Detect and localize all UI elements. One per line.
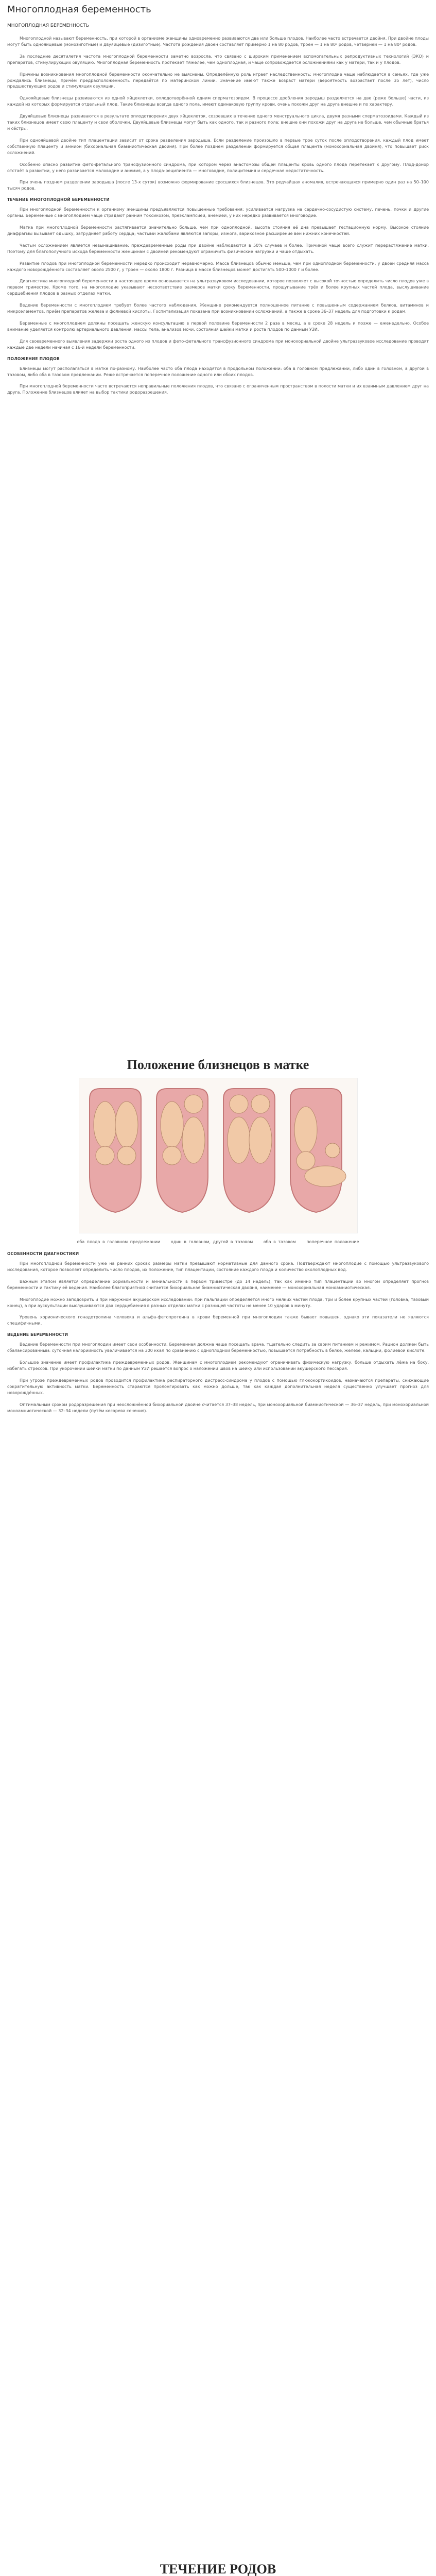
figure-block	[7, 1051, 429, 1419]
births-title: ТЕЧЕНИЕ РОДОВ	[160, 2562, 276, 2576]
page-title: Многоплодная беременность	[7, 4, 151, 15]
paragraph: Для своевременного выявления задержки роста одного из плодов и фето-фетального трансфузионного синдрома при монохориальной двойне ультразвуковое исследование проводят каждые две недели начиная с 16-й недели беременности.	[7, 338, 429, 350]
paragraph: Частым осложнением является невынашивание: преждевременные роды при двойне наблюдаются в 50% случаев и более. Причиной чаще всего служит перерастяжение матки. Поэтому для благополучного исхода беременности женщинам с двойней рекомендуют ограничить физические нагрузки и чаще отдыхать.	[7, 243, 429, 254]
section-1	[7, 36, 429, 192]
caption-label-2: один в головном, другой в тазовом	[170, 1240, 253, 1244]
paragraph: Многоплодной называют беременность, при которой в организме женщины одновременно развиваются два или больше плодов. Наиболее часто встречается двойня. При двойне плоды могут быть однояйцевые (монозиготные) и двуяйцевые (дизиготные). Частота рождения двоен составляет примерно 1 на 80 родов, троен — 1 на 80² родов, четверней — 1 на 80³ родов.	[7, 36, 429, 47]
section-3	[7, 357, 429, 396]
paragraph: Большое значение имеет профилактика преждевременных родов. Женщинам с многоплодием рекомендуют ограничивать физическую нагрузку, больше отдыхать лёжа на боку, избегать стрессов. При укорочении шейки матки по данным УЗИ решается вопрос о наложении швов на шейку или использовании акушерского пессария.	[7, 1360, 429, 1371]
paragraph: Причины возникновения многоплодной беременности окончательно не выяснены. Определённую роль играет наследственность: многоплодие чаще наблюдается в семьях, где уже рождались близнецы, причём предрасположенность передаётся по материнской линии. Значение имеют также возраст матери (вероятность возрастает после 35 лет), число предшествующих родов и стимуляция овуляции.	[7, 72, 429, 89]
paragraph: Ведение беременности при многоплодии имеет свои особенности. Беременная должна чаще посещать врача, тщательно следить за своим питанием и режимом. Рацион должен быть сбалансированным: суточная калорийность увеличивается на 300 ккал по сравнению с одноплодной беременностью, повышается потребность в белке, железе, кальции, фолиевой кислоте.	[7, 1342, 429, 1353]
caption-label-3: оба в тазовом	[263, 1240, 296, 1244]
section-5	[7, 1332, 429, 1414]
paragraph: Уровень хорионического гонадотропина человека и альфа-фетопротеина в крови беременной при многоплодии также бывает повышен, однако эти показатели не являются специфичными.	[7, 1315, 429, 1326]
paragraph: Оптимальным сроком родоразрешения при неосложнённой бихориальной двойне считается 37–38 недель, при монохориальной биамниотической — 36–37 недель, при монохориальной моноамниотической — 32–34 недели (путём кесарева сечения).	[7, 1402, 429, 1413]
twins-position-illustration	[79, 1078, 358, 1233]
paragraph: При угрозе преждевременных родов проводится профилактика респираторного дистресс-синдрома у плодов с помощью глюкокортикоидов, назначаются препараты, снижающие сократительную активность матки. Беременность стараются пролонгировать как можно дольше, так как каждая дополнительная неделя существенно улучшает прогноз для новорождённых.	[7, 1378, 429, 1395]
births-block	[7, 2555, 429, 2576]
figure-caption	[7, 1240, 429, 1244]
paragraph: Близнецы могут располагаться в матке по-разному. Наиболее часто оба плода находятся в продольном положении: оба в головном предлежании, либо один в головном, а другой в тазовом, либо оба в тазовом предлежании. Реже встречается поперечное положение одного или обоих плодов.	[7, 366, 429, 377]
intro-block	[7, 4, 429, 401]
paragraph: Двуяйцевые близнецы развиваются в результате оплодотворения двух яйцеклеток, созревших в течение одного менструального цикла, двумя разными сперматозоидами. Каждый из таких близнецов имеет свою плаценту и свои оболочки. Двуяйцевые близнецы могут быть как одного, так и разного пола; внешне они похожи друг на друга не больше, чем обычные братья и сёстры.	[7, 114, 429, 131]
figure-title: Положение близнецов в матке	[127, 1057, 309, 1072]
paragraph: Ведение беременности с многоплодием требует более частого наблюдения. Женщине рекомендуется полноценное питание с повышенным содержанием белков, витаминов и микроэлементов, приём препаратов железа и фолиевой кислоты. Госпитализация показана при возникновении осложнений, а также в сроке 36–37 недель для подготовки к родам.	[7, 303, 429, 314]
paragraph: Матка при многоплодной беременности растягивается значительно больше, чем при одноплодной, высота стояния её дна превышает гестационную норму. Высокое стояние диафрагмы вызывает одышку, затрудняет работу сердца; частыми жалобами являются запоры, изжога, варикозное расширение вен нижних конечностей.	[7, 225, 429, 236]
section-heading: ТЕЧЕНИЕ МНОГОПЛОДНОЙ БЕРЕМЕННОСТИ	[7, 197, 110, 202]
caption-label-4: поперечное положение	[306, 1240, 359, 1244]
paragraph: Беременные с многоплодием должны посещать женскую консультацию в первой половине беременности 2 раза в месяц, а в сроке 28 недель и позже — еженедельно. Особое внимание уделяется контролю артериального давления, массы тела, анализов мочи, состояния шейки матки и роста плодов по данным УЗИ.	[7, 321, 429, 332]
paragraph: Однояйцевые близнецы развиваются из одной яйцеклетки, оплодотворённой одним сперматозоидом. В процессе дробления зародыш разделяется на две (реже больше) части, из каждой из которых формируется отдельный плод. Такие близнецы всегда одного пола, имеют одинаковую группу крови, очень похожи друг на друга внешне и по характеру.	[7, 96, 429, 107]
section-heading: ВЕДЕНИЕ БЕРЕМЕННОСТИ	[7, 1332, 68, 1337]
paragraph: При многоплодной беременности уже на ранних сроках размеры матки превышают нормативные для данного срока. Подтверждают многоплодие с помощью ультразвукового исследования, которое позволяет определить число плодов, их положение, тип плацентации, состояние каждого плода и количество околоплодных вод.	[7, 1261, 429, 1272]
paragraph: При очень позднем разделении зародыша (после 13-х суток) возможно формирование сросшихся близнецов. Это редчайшая аномалия, встречающаяся примерно один раз на 50–100 тысяч родов.	[7, 180, 429, 191]
section-4	[7, 1251, 429, 1327]
paragraph: Диагностика многоплодной беременности в настоящее время основывается на ультразвуковом исследовании, которое позволяет с высокой точностью определить число плодов уже в первом триместре. Кроме того, на многоплодие указывают несоответствие размеров матки сроку беременности, прощупывание трёх и более крупных частей плода, выслушивание сердцебиения плодов в разных отделах матки.	[7, 279, 429, 296]
uterus-variant-3	[223, 1089, 275, 1212]
paragraph: За последние десятилетия частота многоплодной беременности заметно возросла, что связано с широким применением вспомогательных репродуктивных технологий (ЭКО) и препаратов, стимулирующих овуляцию. Многоплодная беременность протекает тяжелее, чем одноплодная, и чаще сопровождается осложнениями как у матери, так и у плодов.	[7, 54, 429, 65]
paragraph: Многоплодие можно заподозрить и при наружном акушерском исследовании: при пальпации определяется много мелких частей плода, три и более крупных частей (головка, тазовый конец), а при аускультации выслушиваются два сердцебиения в разных отделах матки с разницей частоты не менее 10 ударов в минуту.	[7, 1297, 429, 1308]
caption-label-1: оба плода в головном предлежании	[77, 1240, 161, 1244]
paragraph: Особенно опасно развитие фето-фетального трансфузионного синдрома, при котором через анастомозы общей плаценты кровь одного плода перетекает к другому. Плод-донор отстаёт в развитии, у него развивается маловодие и анемия, а у плода-реципиента — многоводие, полицитемия и сердечная недостаточность.	[7, 162, 429, 173]
paragraph: Важным этапом является определение хориальности и амниальности в первом триместре (до 14 недель), так как именно тип плацентации во многом определяет прогноз беременности и тактику её ведения. Наиболее благоприятной считается бихориальная биамниотическая двойня, наименее — монохориальная моноамниотическая.	[7, 1279, 429, 1290]
paragraph: При многоплодной беременности часто встречаются неправильные положения плодов, что связано с ограниченным пространством в полости матки и их взаимным давлением друг на друга. Положение близнецов влияет на выбор тактики родоразрешения.	[7, 384, 429, 395]
uterus-variant-2	[156, 1089, 208, 1212]
section-heading: ОСОБЕННОСТИ ДИАГНОСТИКИ	[7, 1251, 79, 1256]
paragraph: При однояйцевой двойне тип плацентации зависит от срока разделения зародыша. Если разделение произошло в первые трое суток после оплодотворения, каждый плод имеет собственную плаценту и амнион (бихориальная биамниотическая двойня). При более позднем разделении формируется общая плацента (монохориальная двойня), что повышает риск осложнений.	[7, 138, 429, 155]
section-2	[7, 197, 429, 350]
paragraph: При многоплодной беременности к организму женщины предъявляются повышенные требования: усиливается нагрузка на сердечно-сосудистую систему, печень, почки и другие органы. Беременные с многоплодием чаще страдают ранним токсикозом, преэклампсией, анемией, у них нередко развивается многоводие.	[7, 207, 429, 218]
uterus-variant-4	[290, 1089, 346, 1212]
page-subtitle: МНОГОПЛОДНАЯ БЕРЕМЕННОСТЬ	[7, 23, 89, 28]
uterus-variant-1	[90, 1089, 141, 1212]
paragraph: Развитие плодов при многоплодной беременности нередко происходит неравномерно. Масса близнецов обычно меньше, чем при одноплодной беременности: у двоен средняя масса каждого новорождённого составляет около 2500 г, у троен — около 1800 г. Разница в массе близнецов может достигать 500–1000 г и более.	[7, 261, 429, 272]
section-heading: ПОЛОЖЕНИЕ ПЛОДОВ	[7, 356, 60, 361]
